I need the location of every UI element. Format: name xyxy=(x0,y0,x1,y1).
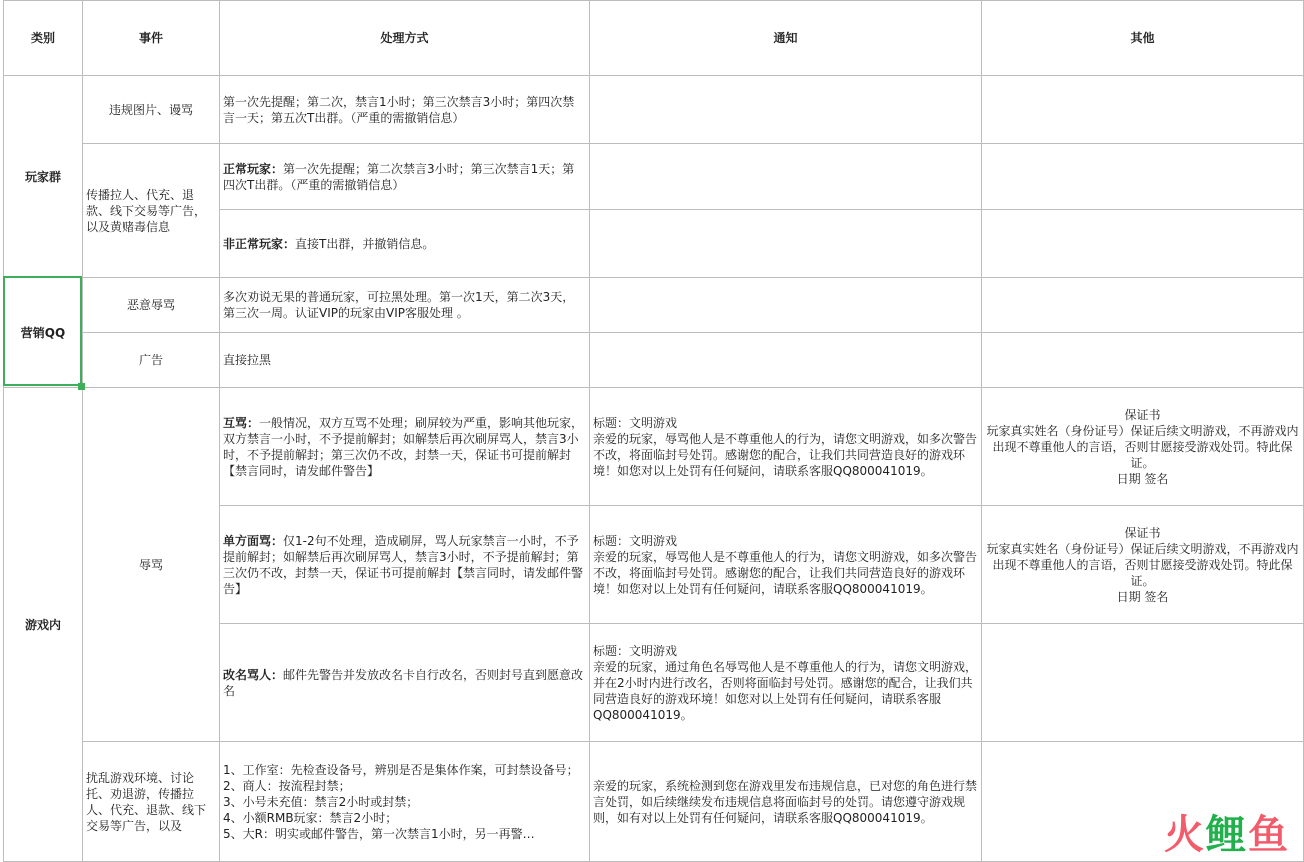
other-cell: 保证书 玩家真实姓名（身份证号）保证后续文明游戏，不再游戏内出现不尊重他人的言语，否则甘愿接受游戏处罚。特此保证。 日期 签名 xyxy=(982,388,1304,506)
method-label: 改名骂人： xyxy=(223,667,284,682)
method-cell xyxy=(220,388,590,506)
table-row xyxy=(4,742,1304,862)
other-cell xyxy=(982,76,1304,144)
header-other: 其他 xyxy=(982,1,1304,76)
watermark-char: 鱼 xyxy=(1248,812,1290,858)
event-cell: 扰乱游戏环境、讨论托、劝退游，传播拉人、代充、退款、线下交易等广告，以及 xyxy=(83,742,220,862)
table-row xyxy=(4,144,1304,210)
method-cell xyxy=(220,210,590,278)
method-cell: 第一次先提醒；第二次，禁言1小时；第三次禁言3小时；第四次禁言一天；第五次T出群。（严重的需撤销信息） xyxy=(220,76,590,144)
method-cell xyxy=(220,506,590,624)
notice-cell xyxy=(590,278,982,333)
method-cell: 直接拉黑 xyxy=(220,333,590,388)
event-cell: 恶意辱骂 xyxy=(83,278,220,333)
method-label: 单方面骂： xyxy=(223,533,284,548)
category-cell: 游戏内 xyxy=(4,388,83,862)
method-label: 互骂： xyxy=(223,415,260,430)
method-cell xyxy=(220,624,590,742)
other-cell xyxy=(982,144,1304,210)
watermark-char: 鲤 xyxy=(1206,812,1248,858)
notice-cell: 标题：文明游戏 亲爱的玩家，辱骂他人是不尊重他人的行为，请您文明游戏，如多次警告不改，将面临封号处罚。感谢您的配合，让我们共同营造良好的游戏环境！如您对以上处罚有任何疑问，请联系客服QQ800041019。 xyxy=(590,388,982,506)
other-cell xyxy=(982,210,1304,278)
moderation-table xyxy=(3,0,1304,862)
method-text: 仅1-2句不处理，造成刷屏，骂人玩家禁言一小时，不予提前解封；如解禁后再次刷屏骂人，禁言3小时，不予提前解封；第三次仍不改，封禁一天，保证书可提前解封【禁言同时，请发邮件警告】 xyxy=(223,533,584,596)
fill-handle[interactable] xyxy=(78,383,85,390)
category-cell: 玩家群 xyxy=(4,76,83,278)
other-cell: 保证书 玩家真实姓名（身份证号）保证后续文明游戏，不再游戏内出现不尊重他人的言语，否则甘愿接受游戏处罚。特此保证。 日期 签名 xyxy=(982,506,1304,624)
other-cell xyxy=(982,333,1304,388)
header-method: 处理方式 xyxy=(220,1,590,76)
header-category: 类别 xyxy=(4,1,83,76)
method-cell xyxy=(220,144,590,210)
notice-cell xyxy=(590,76,982,144)
method-text: 直接T出群，并撤销信息。 xyxy=(295,236,435,251)
notice-cell: 亲爱的玩家，系统检测到您在游戏里发布违规信息，已对您的角色进行禁言处罚，如后续继续发布违规信息将面临封号的处罚。请您遵守游戏规则，如有对以上处罚有任何疑问，请联系客服QQ800041019。 xyxy=(590,742,982,862)
notice-cell: 标题：文明游戏 亲爱的玩家，通过角色名辱骂他人是不尊重他人的行为，请您文明游戏，并在2小时内进行改名，否则将面临封号处罚。感谢您的配合，让我们共同营造良好的游戏环境！如您对以上处罚有任何疑问，请联系客服QQ800041019。 xyxy=(590,624,982,742)
notice-cell xyxy=(590,333,982,388)
watermark-logo xyxy=(1164,803,1290,860)
method-label: 正常玩家： xyxy=(223,161,284,176)
other-cell xyxy=(982,278,1304,333)
method-text: 一般情况，双方互骂不处理；刷屏较为严重，影响其他玩家，双方禁言一小时，不予提前解封；如解禁后再次刷屏骂人，禁言3小时，不予提前解封；第三次仍不改，封禁一天，保证书可提前解封【禁言同时，请发邮件警告】 xyxy=(223,415,584,478)
header-event: 事件 xyxy=(83,1,220,76)
notice-cell xyxy=(590,144,982,210)
watermark-char: 火 xyxy=(1164,812,1206,858)
header-row xyxy=(4,1,1304,76)
method-cell: 多次劝说无果的普通玩家，可拉黑处理。第一次1天，第二次3天，第三次一周。认证VIP的玩家由VIP客服处理 。 xyxy=(220,278,590,333)
event-cell: 违规图片、谩骂 xyxy=(83,76,220,144)
event-cell: 广告 xyxy=(83,333,220,388)
table-row xyxy=(4,333,1304,388)
notice-cell xyxy=(590,210,982,278)
method-cell: 1、工作室：先检查设备号，辨别是否是集体作案，可封禁设备号； 2、商人：按流程封禁； 3、小号未充值：禁言2小时或封禁； 4、小额RMB玩家：禁言2小时； 5、大R：明实或邮件警告，第一次禁言1小时，另一再警… xyxy=(220,742,590,862)
event-cell: 辱骂 xyxy=(83,388,220,742)
table-row xyxy=(4,76,1304,144)
method-text: 第一次先提醒；第二次禁言3小时；第三次禁言1天；第四次T出群。（严重的需撤销信息） xyxy=(223,161,575,192)
header-notice: 通知 xyxy=(590,1,982,76)
method-label: 非正常玩家： xyxy=(223,236,296,251)
table-row xyxy=(4,278,1304,333)
other-cell xyxy=(982,624,1304,742)
event-cell: 传播拉人、代充、退款、线下交易等广告，以及黄赌毒信息 xyxy=(83,144,220,278)
notice-cell: 标题：文明游戏 亲爱的玩家，辱骂他人是不尊重他人的行为，请您文明游戏，如多次警告不改，将面临封号处罚。感谢您的配合，让我们共同营造良好的游戏环境！如您对以上处罚有任何疑问，请联系客服QQ800041019。 xyxy=(590,506,982,624)
method-text: 邮件先警告并发放改名卡自行改名，否则封号直到愿意改名 xyxy=(223,667,584,698)
category-cell[interactable]: 营销QQ xyxy=(4,278,83,388)
table-row xyxy=(4,388,1304,506)
